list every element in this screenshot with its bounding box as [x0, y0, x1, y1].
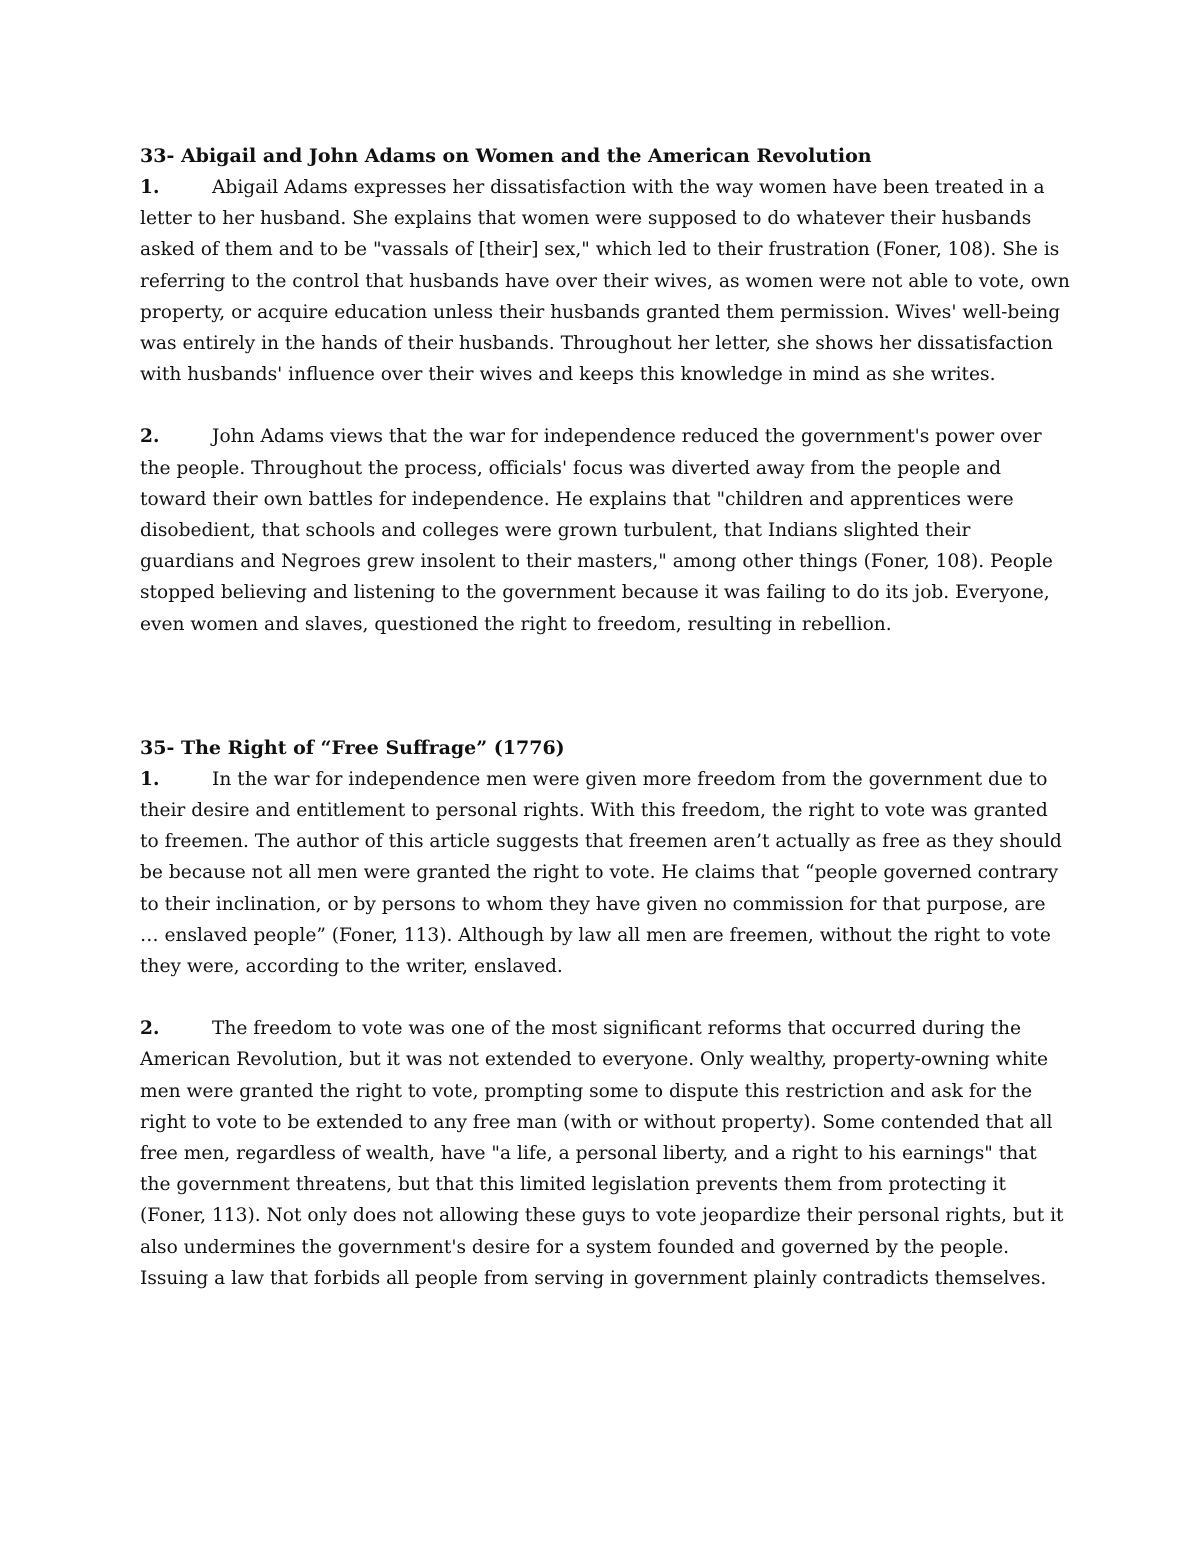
paragraph-number: 1. — [140, 768, 160, 790]
paragraph-number: 2. — [140, 1018, 160, 1040]
paragraph-text: The freedom to vote was one of the most significant reforms that occurred during the American Revolution, but it was not extended to everyone. Only wealthy, property-owning white men were granted the right to vote, prompting some to dispute this restriction and ask for the right to vote to be extended to any free man (with or without property). Some contended that all free men, regardless of wealth, have "a life, a personal liberty, and a right to his earnings" that the government threatens, but that this limited legislation prevents them from protecting it (Foner, 113). Not only does not allowing these guys to vote jeopardize their personal rights, but it also undermines the government's desire for a system founded and governed by the people. Issuing a law that forbids all people from serving in government plainly contradicts themselves. — [140, 1018, 1064, 1289]
section-spacer — [140, 640, 1070, 733]
section-title: 35- The Right of “Free Suffrage” (1776) — [140, 736, 565, 759]
paragraph-text: John Adams views that the war for independence reduced the government's power over the people. Throughout the process, officials' focus was diverted away from the people and toward their own battles for independence. He explains that "children and apprentices were disobedient, that schools and colleges were grown turbulent, that Indians slighted their guardians and Negroes grew insolent to their masters," among other things (Foner, 108). People stopped believing and listening to the government because it was failing to do its job. Everyone, even women and slaves, questioned the right to freedom, resulting in rebellion. — [140, 426, 1053, 635]
section-33 — [140, 141, 1070, 640]
section-title: 33- Abigail and John Adams on Women and the American Revolution — [140, 145, 872, 167]
section-35 — [140, 733, 1070, 1294]
paragraph-number: 1. — [140, 177, 160, 198]
paragraph-spacer — [140, 982, 1070, 1013]
paragraph-text: In the war for independence men were given more freedom from the government due to their desire and entitlement to personal rights. With this freedom, the right to vote was granted to freemen. The author of this article suggests that freemen aren’t actually as free as they should be because not all men were granted the right to vote. He claims that “people governed contrary to their inclination, or by persons to whom they have given no commission for that purpose, are … enslaved people” (Foner, 113). Although by law all men are freemen, without the right to vote they were, according to the writer, enslaved. — [140, 768, 1062, 978]
paragraph — [140, 764, 1070, 982]
paragraph — [140, 421, 1070, 639]
paragraph-spacer — [140, 390, 1070, 421]
paragraph — [140, 172, 1070, 390]
paragraph — [140, 1013, 1070, 1294]
paragraph-text: Abigail Adams expresses her dissatisfaction with the way women have been treated in a letter to her husband. She explains that women were supposed to do whatever their husbands asked of them and to be "vassals of [their] sex," which led to their frustration (Foner, 108). She is referring to the control that husbands have over their wives, as women were not able to vote, own property, or acquire education unless their husbands granted them permission. Wives' well-being was entirely in the hands of their husbands. Throughout her letter, she shows her dissatisfaction with husbands' influence over their wives and keeps this knowledge in mind as she writes. — [140, 177, 1070, 386]
document-page — [140, 141, 1070, 1294]
paragraph-number: 2. — [140, 426, 160, 448]
